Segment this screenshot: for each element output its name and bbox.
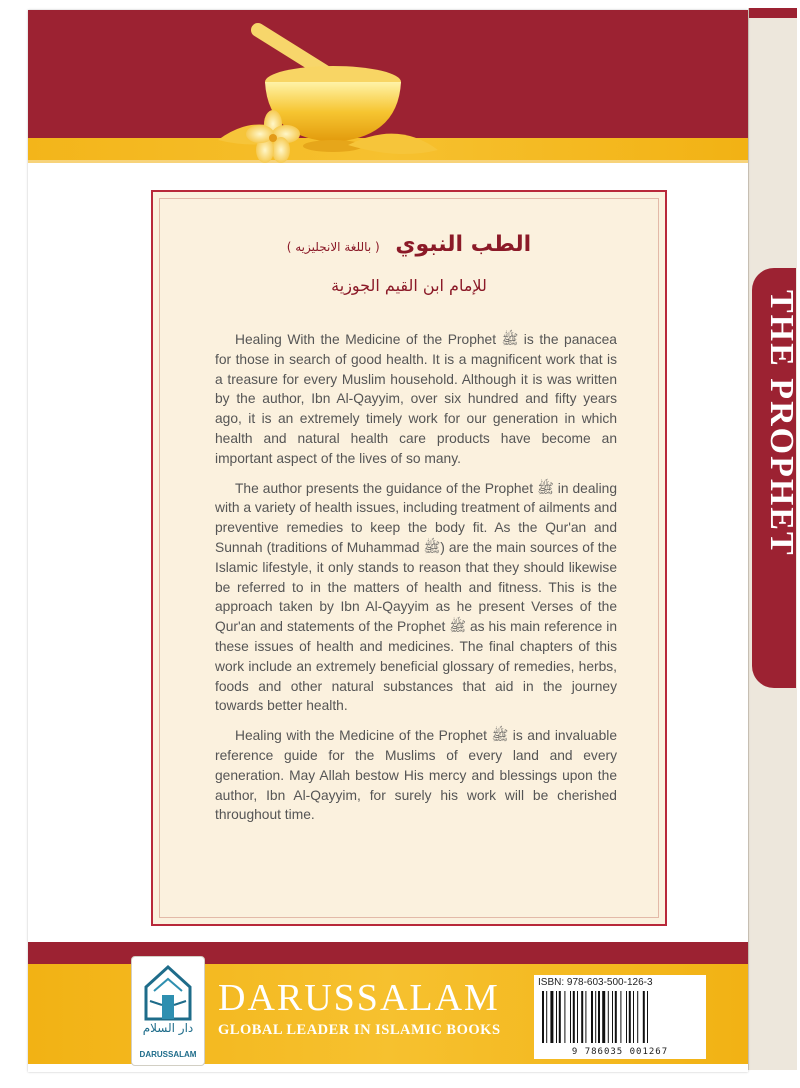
description-paragraph: The author presents the guidance of the Prophet ﷺ in dealing with a variety of health issues, including treatment of ailments and preventive remedies to keep the body fit. As the Qur'an and Sunnah (traditions of Muhammad ﷺ) are the main sources of the Islamic lifestyle, it only stands to reason that they should likewise be referred to in the matters of health and fitness. This is the approach taken by Ibn Al-Qayyim as he present Verses of the Qur'an and statements of the Prophet ﷺ as his main reference in these issues of health and medicines. The final chapters of this work include an extremely beneficial glossary of remedies, herbs, foods and other natural substances that aid in the journey towards better health.: [215, 480, 618, 714]
isbn-digits: 9 786035 001267: [571, 1047, 669, 1057]
description-panel: [151, 190, 667, 926]
publisher-logo: [131, 956, 205, 1066]
logo-name: DARUSSALAM: [139, 1050, 197, 1059]
spine-title: THE PROPHET: [763, 290, 800, 557]
arabic-title: [153, 232, 665, 257]
description-paragraph: Healing With the Medicine of the Prophet ﷺ is the panacea for those in search of good health. It is a magnificent work that is a treasure for every Muslim household. Although it is was written by the author, Ibn Al-Qayyim, over six hundred and fifty years ago, it is an extremely timely work for our generation in which health and natural health care products have become an important aspect of the lives of so many.: [215, 332, 617, 466]
logo-arabic-name: دار السلام: [142, 1021, 194, 1035]
spine-top-band: [749, 8, 797, 18]
arabic-title-text: الطب النبوي: [395, 232, 532, 257]
mortar-bowl-illustration: [198, 20, 448, 170]
description-text: [215, 330, 617, 835]
arabic-subtitle: ( باللغة الانجليزيه ): [286, 240, 380, 254]
description-paragraph: Healing with the Medicine of the Prophet ﷺ is and invaluable reference guide for the Muslims of every land and every generation. May Allah bestow His mercy and blessings upon the author, Ibn Al-Qayyim, for surely his work will be cherished throughout time.: [215, 728, 617, 823]
publisher-tagline: GLOBAL LEADER IN ISLAMIC BOOKS: [218, 1022, 501, 1038]
isbn-label: ISBN: 978-603-500-126-3: [538, 977, 653, 988]
arabic-author: للإمام ابن القيم الجوزية: [331, 276, 487, 295]
barcode-icon: [540, 991, 700, 1043]
publisher-brand: DARUSSALAM: [218, 977, 500, 1019]
isbn-barcode-box: [534, 975, 706, 1059]
back-cover: [28, 10, 748, 1072]
